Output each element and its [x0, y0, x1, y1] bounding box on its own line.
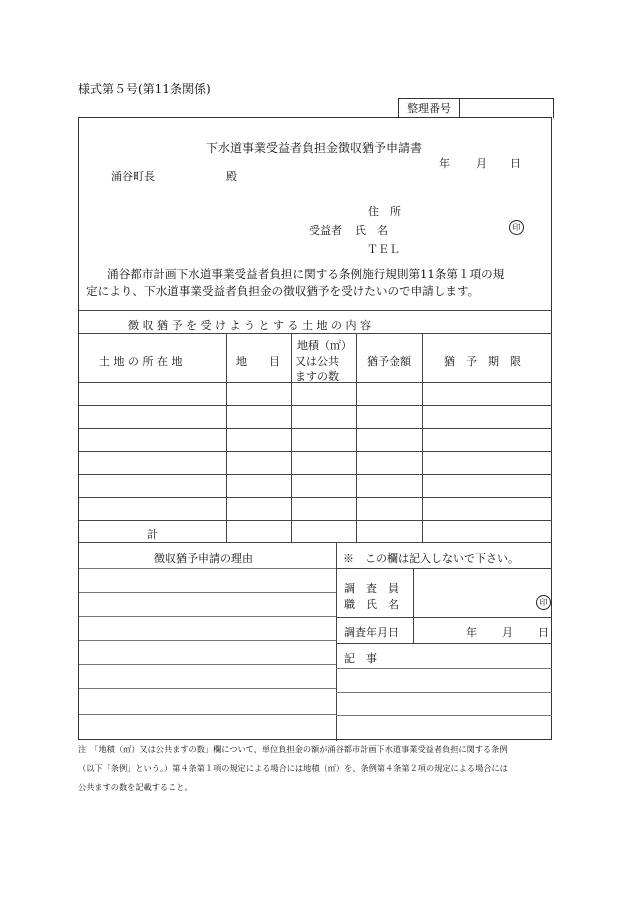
land-section-title: 徴 収 猶 予 を 受 け よ う と す る 土 地 の 内 容	[128, 319, 371, 332]
table-row	[79, 428, 552, 429]
section-divider	[336, 542, 337, 741]
divider	[79, 333, 552, 334]
date-month-label: 月	[476, 157, 487, 170]
survey-date-day: 日	[538, 626, 549, 639]
column-header-area: 地積（㎡）	[297, 339, 352, 352]
column-divider	[413, 568, 414, 644]
divider	[79, 310, 552, 311]
table-row	[79, 382, 552, 383]
inspector-seal-icon: 印	[536, 595, 551, 610]
applicant-name-label: 氏 名	[355, 224, 388, 237]
divider	[336, 568, 552, 569]
reason-line	[79, 714, 336, 715]
survey-date-year: 年	[466, 626, 477, 639]
reference-number-label: 整理番号	[399, 99, 460, 118]
applicant-role-label: 受益者	[309, 224, 342, 237]
applicant-address-label: 住 所	[368, 205, 401, 218]
reason-line	[79, 664, 336, 665]
column-divider	[422, 333, 423, 542]
reason-line	[79, 616, 336, 617]
footnote-line-1: 注 「地積（㎡）又は公共ますの数」欄について、単位負担金の額が涌谷都市計画下水道事業受益者負担に関する条例	[78, 744, 508, 754]
total-label: 計	[147, 528, 158, 541]
reason-section-title: 徴収猶予申請の理由	[154, 552, 253, 565]
date-year-label: 年	[439, 157, 450, 170]
applicant-seal-icon: 印	[509, 220, 524, 235]
table-row	[79, 405, 552, 406]
body-text-line-1: 涌谷都市計画下水道事業受益者負担に関する条例施行規則第11条第１項の規	[107, 267, 505, 281]
reason-line	[79, 688, 336, 689]
column-header-land-category: 地 目	[236, 355, 280, 368]
addressee-name: 涌谷町長	[111, 170, 155, 183]
column-header-area-or: 又は公共	[295, 355, 339, 368]
divider	[336, 617, 552, 618]
remarks-label: 記 事	[344, 652, 377, 665]
remarks-line	[336, 668, 552, 669]
form-title: 下水道事業受益者負担金徴収猶予申請書	[206, 141, 423, 155]
inspector-label-line-1: 調 査 員	[344, 582, 399, 595]
survey-date-label: 調査年月日	[344, 626, 399, 639]
reason-line	[79, 568, 336, 569]
body-text-line-2: 定により、下水道事業受益者負担金の徴収猶予を受けたいので申請します。	[86, 284, 480, 298]
date-day-label: 日	[510, 157, 521, 170]
column-header-deferral-amount: 猶予金額	[367, 355, 411, 368]
office-use-note: ※ この欄は記入しないで下さい。	[343, 552, 519, 565]
footnote-line-3: 公共ますの数を記載すること。	[78, 782, 193, 792]
table-row	[79, 451, 552, 452]
column-header-basin-count: ますの数	[295, 370, 339, 383]
column-header-location: 土 地 の 所 在 地	[99, 355, 183, 368]
column-divider	[356, 333, 357, 542]
column-divider	[291, 333, 292, 542]
footnote-line-2: （以下「条例」という。）第４条第１項の規定による場合には地積（㎡）を、条例第４条第２項の規定による場合には	[78, 763, 508, 773]
table-row	[79, 497, 552, 498]
form-number-label: 様式第５号(第11条関係)	[78, 82, 211, 96]
table-row	[79, 474, 552, 475]
remarks-line	[336, 715, 552, 716]
survey-date-month: 月	[502, 626, 513, 639]
applicant-tel-label: ＴＥＬ	[367, 243, 400, 256]
column-divider	[226, 333, 227, 542]
divider	[79, 542, 552, 543]
reason-line	[79, 592, 336, 593]
addressee-honorific: 殿	[226, 170, 237, 183]
divider	[336, 643, 552, 644]
inspector-label-line-2: 職 氏 名	[344, 598, 399, 611]
remarks-line	[336, 692, 552, 693]
table-row	[79, 520, 552, 521]
reference-number-box	[398, 98, 554, 118]
reason-line	[79, 640, 336, 641]
column-header-deferral-period: 猶 予 期 限	[444, 355, 521, 368]
application-form	[78, 117, 552, 740]
